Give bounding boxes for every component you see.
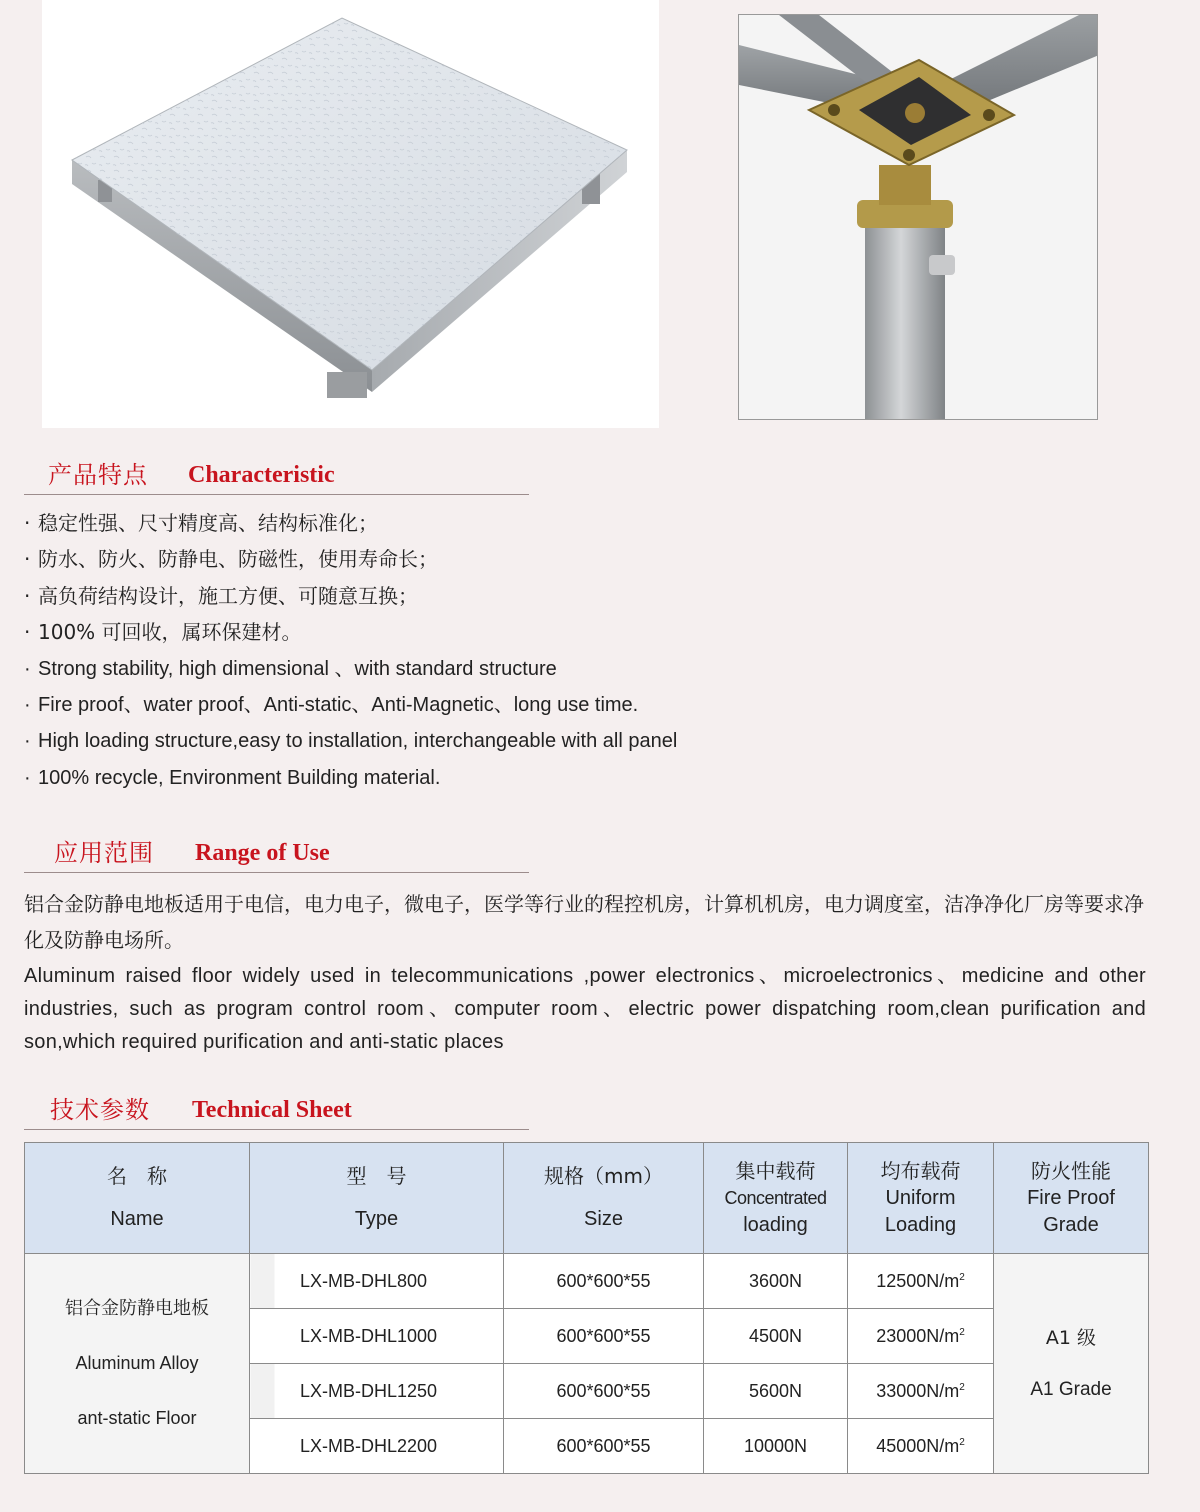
section-header-characteristic — [24, 458, 529, 495]
list-item: · 高负荷结构设计，施工方便、可随意互换； — [24, 583, 418, 608]
raised-floor-panel-image — [42, 0, 659, 428]
pedestal-stringer-image — [738, 14, 1098, 420]
header-fire: 防火性能 Fire Proof Grade — [994, 1143, 1149, 1254]
header-concentrated: 集中载荷 Concentrated loading — [704, 1143, 848, 1254]
section-header-range — [24, 836, 529, 873]
list-item: · Fire proof、water proof、Anti-static、Anti-Magnetic、long use time. — [24, 693, 639, 716]
fire-grade-cell: A1 级 A1 Grade — [994, 1254, 1149, 1474]
list-item: · 100% 可回收，属环保建材。 — [24, 620, 302, 645]
size-cell: 600*600*55 — [504, 1254, 704, 1309]
uniform-cell: $33000N/m^2$ — [848, 1364, 994, 1419]
concentrated-cell: 5600N — [704, 1364, 848, 1419]
range-text-cn: 铝合金防静电地板适用于电信，电力电子，微电子，医学等行业的程控机房，计算机机房，电力调度室，洁净净化厂房等要求净化及防静电场所。 — [24, 892, 1144, 952]
type-cell: LX-MB-DHL1250 — [250, 1364, 504, 1419]
type-cell: LX-MB-DHL2200 — [250, 1419, 504, 1474]
table-row — [25, 1254, 1149, 1309]
size-cell: 600*600*55 — [504, 1364, 704, 1419]
size-cell: 600*600*55 — [504, 1309, 704, 1364]
characteristic-list — [24, 508, 924, 799]
uniform-cell: $12500N/m^2$ — [848, 1254, 994, 1309]
technical-title-cn: 技术参数 — [50, 1096, 150, 1124]
technical-title-en: Technical Sheet — [192, 1097, 352, 1123]
characteristic-title-cn: 产品特点 — [48, 461, 148, 489]
header-name: 名 称 Name — [25, 1143, 250, 1254]
technical-table — [24, 1142, 1149, 1474]
size-cell: 600*600*55 — [504, 1419, 704, 1474]
list-item: · High loading structure,easy to installation, interchangeable with all panel — [24, 730, 678, 753]
table-header-row — [25, 1143, 1149, 1254]
type-cell: LX-MB-DHL800 — [250, 1254, 504, 1309]
range-title-cn: 应用范围 — [54, 839, 154, 867]
concentrated-cell: 4500N — [704, 1309, 848, 1364]
type-cell: LX-MB-DHL1000 — [250, 1309, 504, 1364]
list-item: · Strong stability, high dimensional 、with standard structure — [24, 657, 557, 680]
range-title-en: Range of Use — [195, 840, 330, 866]
header-uniform: 均布载荷 Uniform Loading — [848, 1143, 994, 1254]
list-item: · 100% recycle, Environment Building material. — [24, 766, 441, 789]
characteristic-title-en: Characteristic — [188, 462, 335, 488]
list-item: · 防水、防火、防静电、防磁性，使用寿命长； — [24, 547, 438, 572]
concentrated-cell: 10000N — [704, 1419, 848, 1474]
header-type: 型 号 Type — [250, 1143, 504, 1254]
list-item: · 稳定性强、尺寸精度高、结构标准化； — [24, 511, 378, 535]
header-size: 规格（mm） Size — [504, 1143, 704, 1254]
uniform-cell: $45000N/m^2$ — [848, 1419, 994, 1474]
section-header-technical — [24, 1093, 529, 1130]
product-name-cell: 铝合金防静电地板 Aluminum Alloy ant-static Floor — [25, 1254, 250, 1474]
concentrated-cell: 3600N — [704, 1254, 848, 1309]
range-text-en: Aluminum raised floor widely used in telecommunications ,power electronics、microelectronics、medicine and other industries, such as program control room、computer room、electric power dispatching room,clean purification and son,which required purification and anti-static places — [24, 965, 1146, 1053]
uniform-cell: $23000N/m^2$ — [848, 1309, 994, 1364]
